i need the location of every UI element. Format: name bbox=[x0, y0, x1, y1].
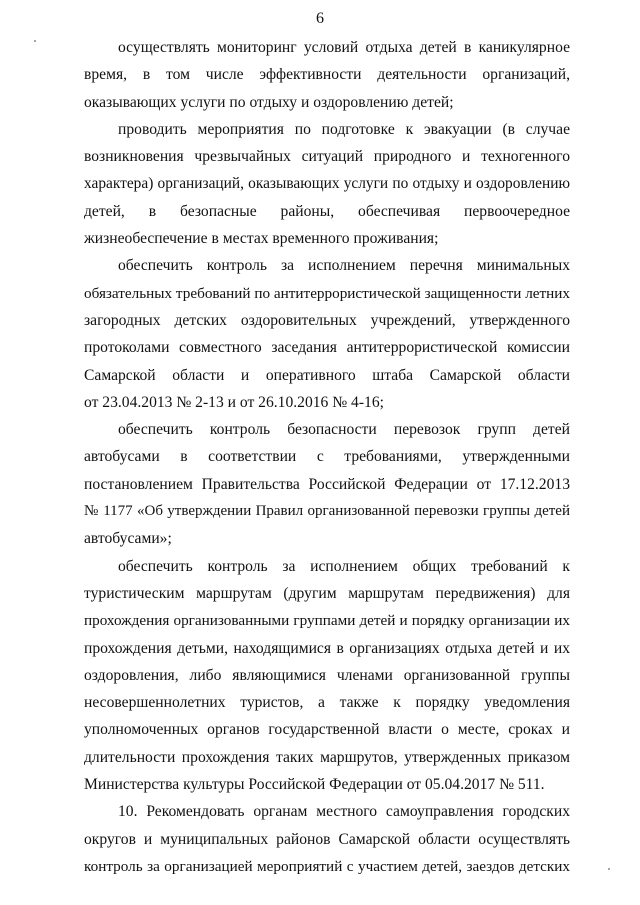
text-line: 10. Рекомендовать органам местного самоуправления городских bbox=[118, 803, 570, 821]
text-line: проводить мероприятия по подготовке к эвакуации (в случае bbox=[118, 120, 570, 138]
text-line: автобусами»; bbox=[84, 530, 172, 548]
paragraph-transport-safety bbox=[84, 416, 570, 552]
text-line: обеспечить контроль за исполнением общих требований к bbox=[118, 557, 570, 575]
text-line: характера) организаций, оказывающих услуги по отдыху и оздоровлению bbox=[84, 175, 570, 193]
scan-speck bbox=[608, 868, 610, 870]
text-line: обеспечить контроль за исполнением перечня минимальных bbox=[118, 257, 570, 275]
text-line: от 23.04.2013 № 2-13 и от 26.10.2016 № 4-16; bbox=[84, 393, 384, 411]
paragraph-evacuation bbox=[84, 116, 570, 252]
text-line: несовершеннолетних туристов, а также к порядку уведомления bbox=[84, 694, 570, 712]
text-line: автобусами в соответствии с требованиями, утвержденными bbox=[84, 448, 570, 466]
text-line: жизнеобеспечение в местах временного проживания; bbox=[84, 230, 439, 248]
text-line: Самарской области и оперативного штаба Самарской области bbox=[84, 366, 570, 384]
paragraph-antiterror-control bbox=[84, 252, 570, 416]
text-line: оказывающих услуги по отдыху и оздоровлению детей; bbox=[84, 93, 454, 111]
text-line: прохождения детьми, находящимися в организациях отдыха детей и их bbox=[84, 639, 570, 657]
paragraph-tourist-routes bbox=[84, 553, 570, 799]
text-line: прохождения организованными группами детей и порядку организации их bbox=[84, 612, 570, 630]
text-line: обязательных требований по антитеррористической защищенности летних bbox=[84, 284, 570, 302]
text-line: № 1177 «Об утверждении Правил организованной перевозки группы детей bbox=[84, 503, 570, 520]
text-line: загородных детских оздоровительных учреждений, утвержденного bbox=[84, 311, 570, 329]
text-line: возникновения чрезвычайных ситуаций природного и техногенного bbox=[84, 148, 570, 166]
page-number: 6 bbox=[316, 10, 324, 27]
text-line: длительности прохождения таких маршрутов, утвержденных приказом bbox=[84, 748, 570, 766]
text-line: протоколами совместного заседания антитеррористической комиссии bbox=[84, 339, 570, 357]
paragraph-monitoring bbox=[84, 34, 570, 116]
text-line: Министерства культуры Российской Федерации от 05.04.2017 № 511. bbox=[84, 776, 545, 794]
text-line: округов и муниципальных районов Самарской области осуществлять bbox=[84, 830, 570, 848]
text-line: туристическим маршрутам (другим маршрутам передвижения) для bbox=[84, 584, 570, 602]
text-line: осуществлять мониторинг условий отдыха детей в каникулярное bbox=[118, 39, 570, 56]
text-line: время, в том числе эффективности деятельности организаций, bbox=[84, 66, 570, 84]
text-line: уполномоченных органов государственной власти о месте, сроках и bbox=[84, 721, 570, 739]
text-line: контроль за организацией мероприятий с участием детей, заездов детских bbox=[84, 857, 570, 875]
text-line: обеспечить контроль безопасности перевозок групп детей bbox=[118, 421, 570, 439]
paragraph-item-10 bbox=[84, 798, 570, 880]
text-line: постановлением Правительства Российской Федерации от 17.12.2013 bbox=[84, 475, 570, 493]
text-line: детей, в безопасные районы, обеспечивая первоочередное bbox=[84, 202, 570, 220]
document-body bbox=[84, 34, 570, 880]
scan-speck bbox=[34, 40, 36, 42]
text-line: оздоровления, либо являющимися членами организованной группы bbox=[84, 666, 570, 684]
